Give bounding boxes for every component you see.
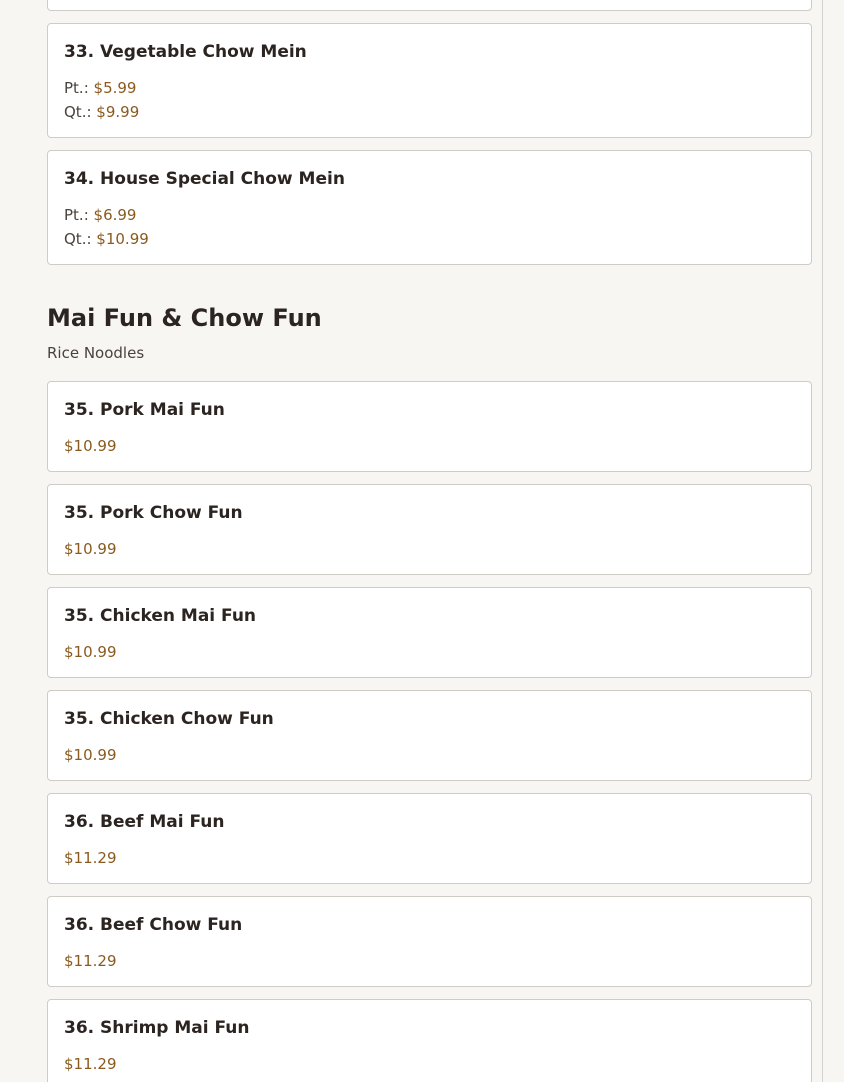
price-list bbox=[64, 537, 795, 561]
menu-item-card[interactable] bbox=[47, 896, 812, 987]
price: $6.99 bbox=[93, 206, 137, 224]
menu-item-title: 35. Chicken Mai Fun bbox=[64, 606, 257, 626]
menu-item-title: 36. Shrimp Mai Fun bbox=[64, 1018, 250, 1038]
menu-item-card[interactable] bbox=[47, 587, 812, 678]
size-label: Pt.: bbox=[64, 206, 89, 224]
price: $10.99 bbox=[64, 437, 117, 455]
menu-item-title: 36. Beef Mai Fun bbox=[64, 812, 225, 832]
price-list bbox=[64, 1052, 795, 1076]
price-list bbox=[64, 434, 795, 458]
size-label: Qt.: bbox=[64, 103, 92, 121]
menu-item-title: 33. Vegetable Chow Mein bbox=[64, 42, 307, 62]
price-row-pint bbox=[64, 76, 795, 100]
price: $9.99 bbox=[96, 103, 140, 121]
price: $10.99 bbox=[64, 540, 117, 558]
price: $10.99 bbox=[64, 746, 117, 764]
price: $5.99 bbox=[93, 79, 137, 97]
size-label: Qt.: bbox=[64, 230, 92, 248]
menu-item-title: 35. Chicken Chow Fun bbox=[64, 709, 274, 729]
menu-item-card[interactable] bbox=[47, 999, 812, 1082]
menu-item-card[interactable] bbox=[47, 793, 812, 884]
price-list bbox=[64, 203, 795, 251]
price-row-pint bbox=[64, 203, 795, 227]
section-title: Mai Fun & Chow Fun bbox=[47, 304, 322, 332]
menu-item-title: 36. Beef Chow Fun bbox=[64, 915, 243, 935]
menu-item-card[interactable] bbox=[47, 484, 812, 575]
menu-item-card[interactable] bbox=[47, 690, 812, 781]
section-subtitle: Rice Noodles bbox=[47, 344, 145, 362]
scroll-divider bbox=[822, 0, 823, 1082]
price: $10.99 bbox=[96, 230, 149, 248]
menu-item-card[interactable] bbox=[47, 0, 812, 11]
size-label: Pt.: bbox=[64, 79, 89, 97]
price: $11.29 bbox=[64, 1055, 117, 1073]
menu-item-title: 35. Pork Mai Fun bbox=[64, 400, 225, 420]
price-list bbox=[64, 949, 795, 973]
price-row-quart bbox=[64, 227, 795, 251]
menu-item-card[interactable] bbox=[47, 381, 812, 472]
menu-item-card[interactable] bbox=[47, 23, 812, 138]
price-row-quart bbox=[64, 100, 795, 124]
price-list bbox=[64, 743, 795, 767]
price: $10.99 bbox=[64, 643, 117, 661]
menu-item-title: 35. Pork Chow Fun bbox=[64, 503, 243, 523]
price: $11.29 bbox=[64, 849, 117, 867]
price-list bbox=[64, 846, 795, 870]
menu-item-card[interactable] bbox=[47, 150, 812, 265]
menu-item-title: 34. House Special Chow Mein bbox=[64, 169, 345, 189]
price: $11.29 bbox=[64, 952, 117, 970]
price-list bbox=[64, 640, 795, 664]
price-list bbox=[64, 76, 795, 124]
